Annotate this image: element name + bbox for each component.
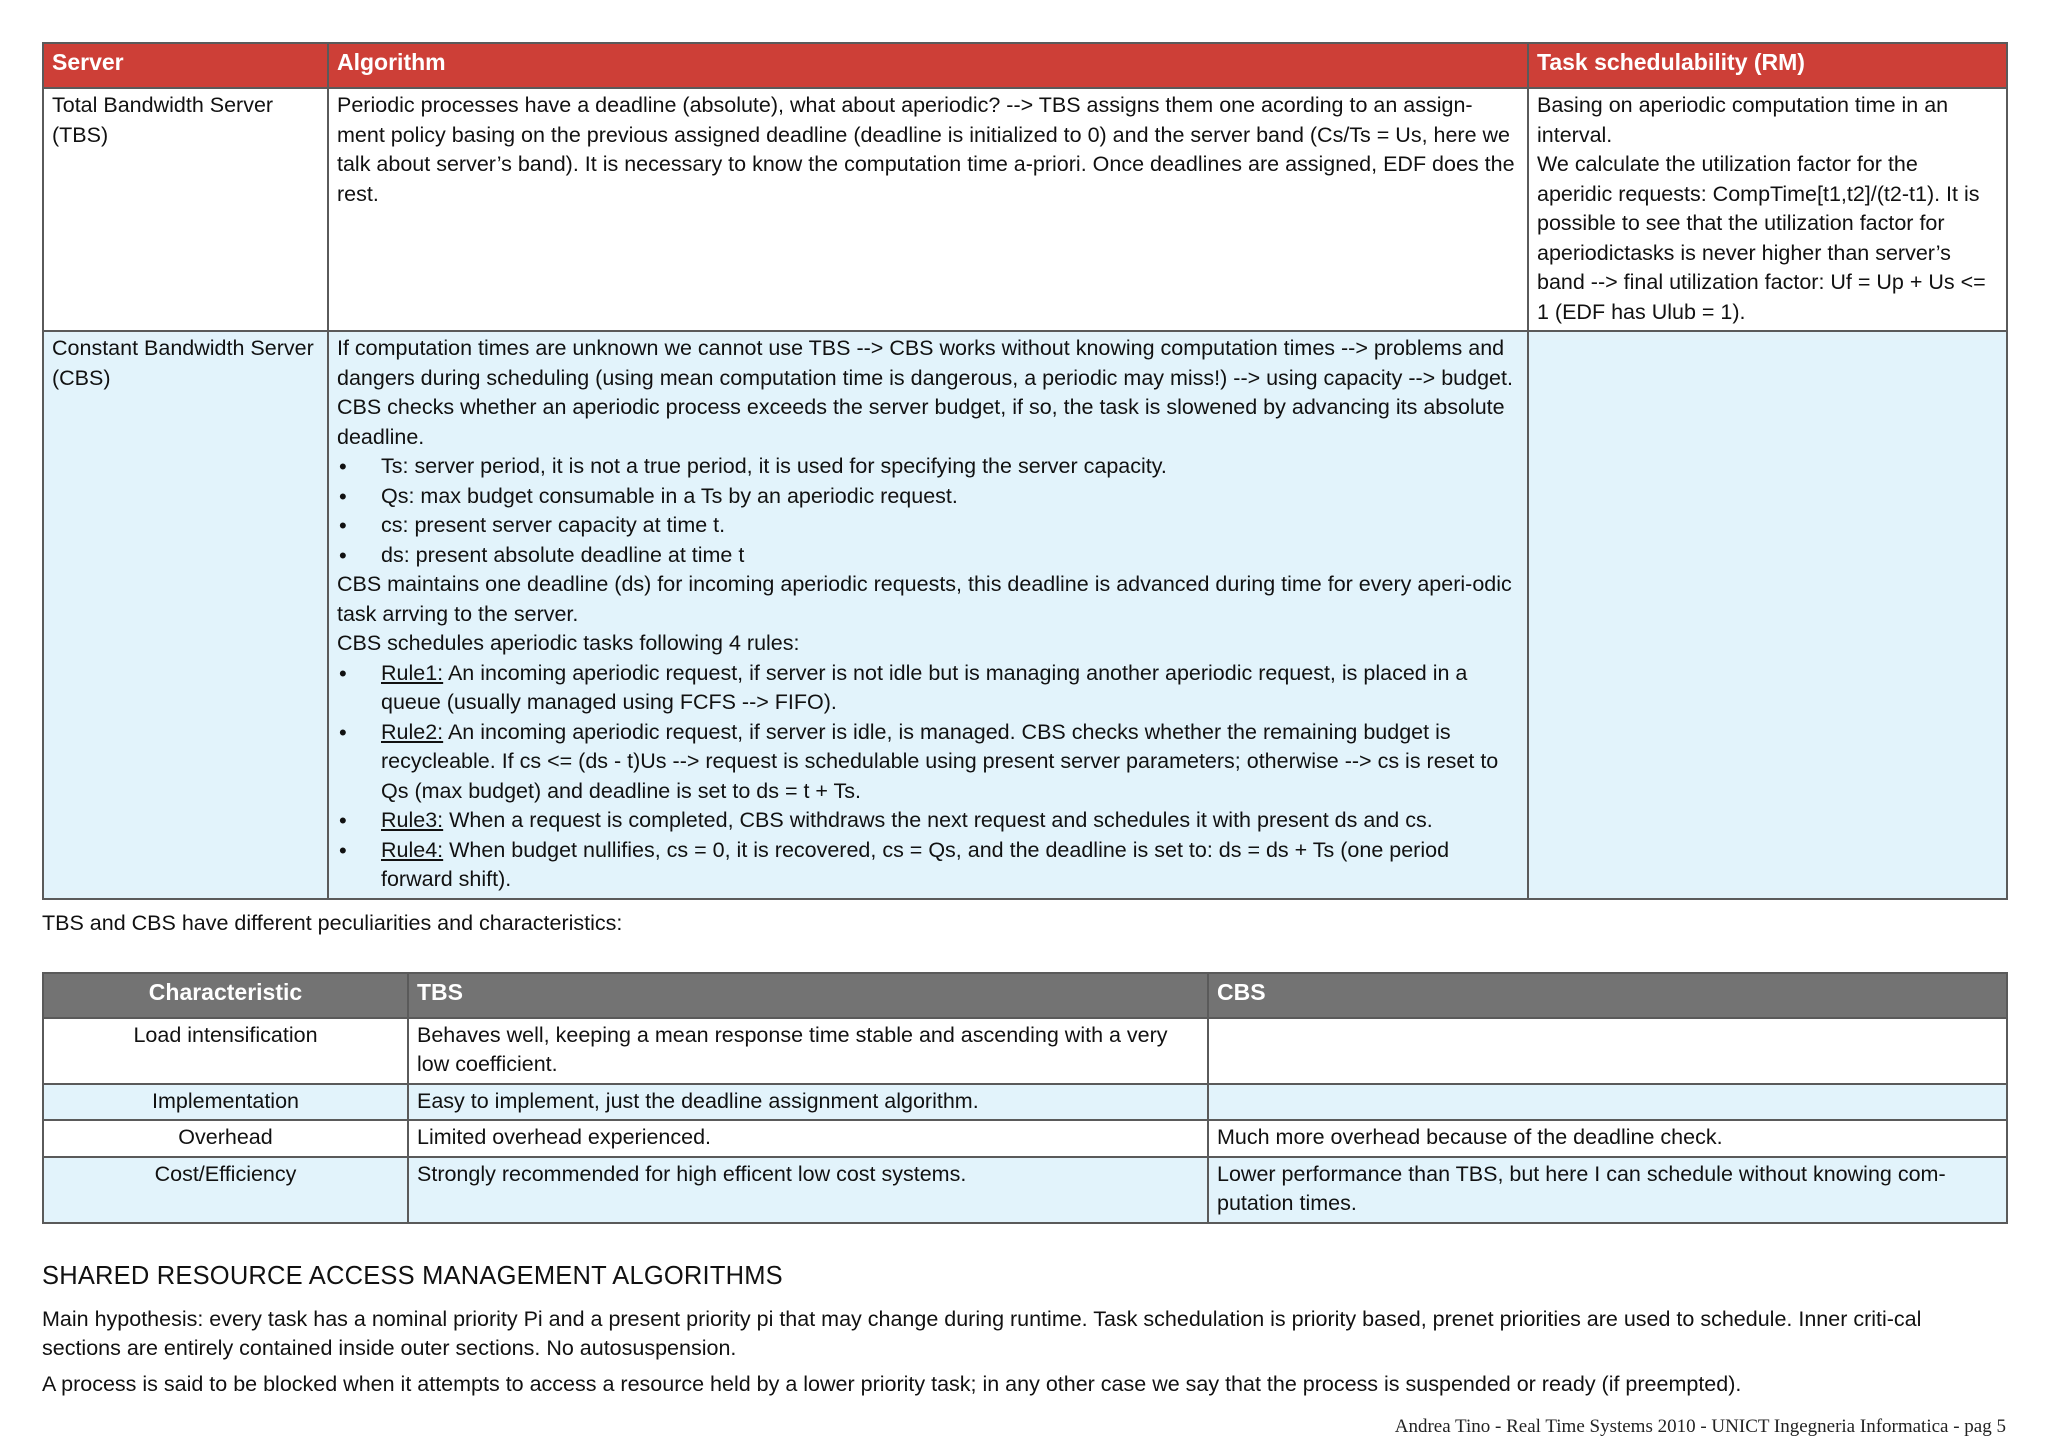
cell-characteristic: Load intensification: [43, 1018, 408, 1084]
cell-tbs: Easy to implement, just the deadline assignment algorithm.: [408, 1084, 1208, 1121]
list-item: • ds: present absolute deadline at time t: [337, 541, 1519, 571]
list-item: [337, 806, 1519, 836]
list-item: [337, 718, 1519, 807]
cell-cbs: Lower performance than TBS, but here I can schedule without knowing com-putation times.: [1208, 1157, 2007, 1223]
cell-schedulability-cbs: [1528, 331, 2007, 899]
table-row: [43, 1157, 2007, 1223]
cell-cbs: Much more overhead because of the deadline check.: [1208, 1120, 2007, 1157]
table-row-tbs: [43, 88, 2007, 331]
section-title: SHARED RESOURCE ACCESS MANAGEMENT ALGORITHMS: [42, 1261, 783, 1290]
list-item: [337, 659, 1519, 718]
document-page: [42, 42, 2006, 1399]
list-item: [337, 836, 1519, 895]
cbs-maintains-text: CBS maintains one deadline (ds) for incoming aperiodic requests, this deadline is advanced during time for every aperi-odic task arrving to the server.: [337, 572, 1512, 626]
list-item: • Qs: max budget consumable in a Ts by an aperiodic request.: [337, 482, 1519, 512]
schedulability-text-1: Basing on aperiodic computation time in an interval.: [1537, 93, 1949, 147]
characteristics-table: [42, 972, 2008, 1224]
list-item: • cs: present server capacity at time t.: [337, 511, 1519, 541]
cell-characteristic: Implementation: [43, 1084, 408, 1121]
paragraph: Main hypothesis: every task has a nominal priority Pi and a present priority pi that may change during runtime. Task schedulation is priority based, prenet priorities are used to schedule. Inner criti-cal sections are entirely contained inside outer sections. No autosuspension.: [42, 1306, 1922, 1360]
cell-algorithm-cbs: [328, 331, 1528, 899]
cell-characteristic: Cost/Efficiency: [43, 1157, 408, 1223]
paragraph: A process is said to be blocked when it attempts to access a resource held by a lower priority task; in any other case we say that the process is suspended or ready (if preempted).: [42, 1371, 1742, 1396]
cell-tbs: Limited overhead experienced.: [408, 1120, 1208, 1157]
page-footer: Andrea Tino - Real Time Systems 2010 - UNICT Ingegneria Informatica - pag 5: [1394, 1416, 2006, 1437]
cbs-parameter-list: [337, 452, 1519, 570]
table-row: [43, 1084, 2007, 1121]
rule-name: Rule2:: [381, 719, 444, 744]
cell-characteristic: Overhead: [43, 1120, 408, 1157]
header-characteristic: Characteristic: [43, 973, 408, 1018]
rule-text: When budget nullifies, cs = 0, it is recovered, cs = Qs, and the deadline is set to: ds = ds + Ts (one period forward shift).: [381, 837, 1450, 891]
rule-name: Rule1:: [381, 660, 444, 685]
cell-tbs: Strongly recommended for high efficent low cost systems.: [408, 1157, 1208, 1223]
header-cbs: CBS: [1208, 973, 2007, 1018]
rule-text: An incoming aperiodic request, if server is idle, is managed. CBS checks whether the remaining budget is recycleable. If cs <= (ds - t)Us --> request is schedulable using present server parameters; otherwise --> cs is reset to Qs (max budget) and deadline is set to ds = t + Ts.: [381, 719, 1499, 803]
rule-text: An incoming aperiodic request, if server is not idle but is managing another aperiodic request, is placed in a queue (usually managed using FCFS --> FIFO).: [381, 660, 1468, 714]
header-server: Server: [43, 43, 328, 88]
cell-cbs: [1208, 1084, 2007, 1121]
table-row: [43, 1120, 2007, 1157]
list-item: • Ts: server period, it is not a true period, it is used for specifying the server capacity.: [337, 452, 1519, 482]
cell-tbs: Behaves well, keeping a mean response time stable and ascending with a very low coefficient.: [408, 1018, 1208, 1084]
table-row-cbs: [43, 331, 2007, 899]
server-comparison-table: [42, 42, 2008, 900]
schedulability-text-2: We calculate the utilization factor for the aperidic requests: CompTime[t1,t2]/(t2-t1). It is possible to see that the utilization factor for aperiodictasks is never higher than server’s band --> final utilization factor: Uf = Up + Us <= 1 (EDF has Ulub = 1).: [1537, 152, 1986, 324]
intermediate-text: TBS and CBS have different peculiarities and characteristics:: [42, 910, 623, 935]
cell-algorithm-tbs: Periodic processes have a deadline (absolute), what about aperiodic? --> TBS assigns them one acording to an assign-ment policy basing on the previous assigned deadline (deadline is initialized to 0) and the server band (Cs/Ts = Us, here we talk about server’s band). It is necessary to know the computation time a-priori. Once deadlines are assigned, EDF does the rest.: [328, 88, 1528, 331]
rule-name: Rule3:: [381, 808, 444, 832]
cell-server-cbs: Constant Bandwidth Server (CBS): [43, 331, 328, 899]
cell-schedulability-tbs: [1528, 88, 2007, 331]
header-algorithm: Algorithm: [328, 43, 1528, 88]
header-tbs: TBS: [408, 973, 1208, 1018]
cbs-intro-text: If computation times are unknown we cannot use TBS --> CBS works without knowing computation times --> problems and dangers during scheduling (using mean computation time is dangerous, a periodic may miss!) --> using capacity --> budget. CBS checks whether an aperiodic process exceeds the server budget, if so, the task is slowened by advancing its absolute deadline.: [337, 336, 1513, 449]
rule-name: Rule4:: [381, 837, 444, 862]
cbs-rules-intro: CBS schedules aperiodic tasks following 4 rules:: [337, 631, 800, 655]
table-header-row: [43, 43, 2007, 88]
header-schedulability: Task schedulability (RM): [1528, 43, 2007, 88]
table-header-row: [43, 973, 2007, 1018]
cbs-rule-list: [337, 659, 1519, 895]
table-row: [43, 1018, 2007, 1084]
rule-text: When a request is completed, CBS withdraws the next request and schedules it with present ds and cs.: [443, 808, 1433, 832]
cell-server-tbs: Total Bandwidth Server (TBS): [43, 88, 328, 331]
cell-cbs: [1208, 1018, 2007, 1084]
